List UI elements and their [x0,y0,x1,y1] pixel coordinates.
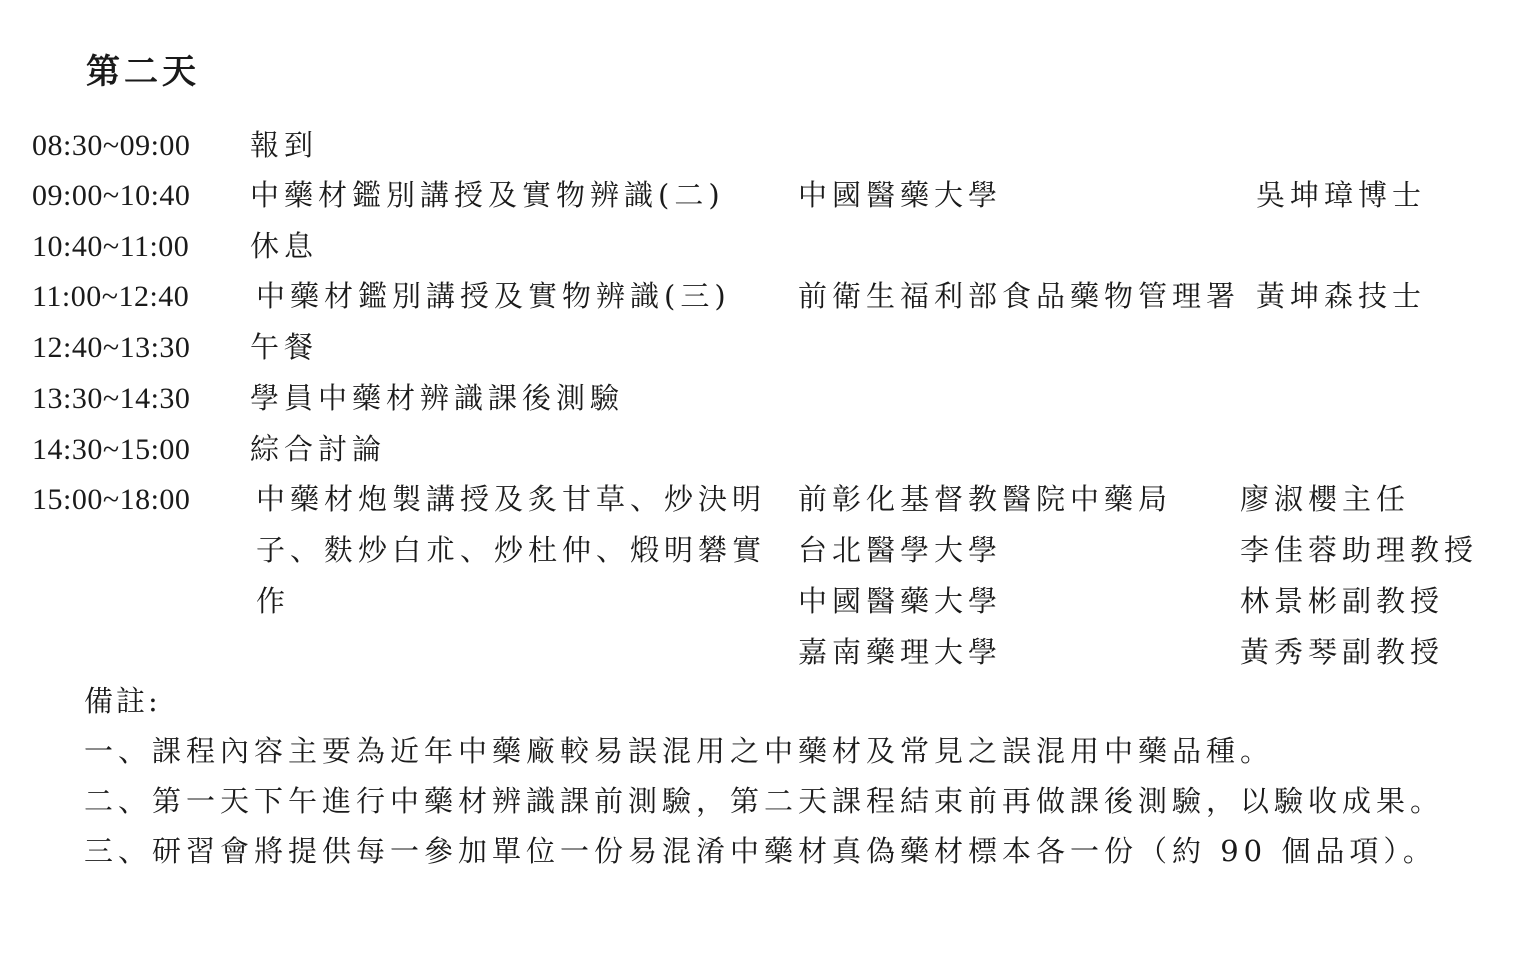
row-speaker: 吳坤璋博士 [1256,178,1427,212]
row-item: 休息 [250,229,319,263]
notes-section [84,676,1444,876]
row-time: 08:30~09:00 [32,129,191,162]
note-line: 二、第一天下午進行中藥材辨識課前測驗，第二天課程結束前再做課後測驗，以驗收成果。 [84,784,1445,818]
notes-heading: 備註: [84,684,161,718]
day-title: 第二天 [86,52,200,92]
note-line: 一、課程內容主要為近年中藥廠較易誤混用之中藥材及常見之誤混用中藥品種。 [84,734,1275,768]
row-item-line: 中藥材炮製講授及炙甘草、炒決明 [256,482,767,516]
row-organization: 台北醫學大學 [798,533,1003,567]
row-item-line: 子、麩炒白朮、炒杜仲、煅明礬實 [256,533,767,567]
row-item [256,474,766,627]
row-item-line: 作 [256,584,291,618]
row-organizations [798,474,1172,678]
row-speaker: 廖淑櫻主任 [1240,482,1411,516]
row-item: 午餐 [250,330,319,364]
row-item: 報到 [250,128,319,162]
row-item: 綜合討論 [250,432,387,466]
row-organization: 前衛生福利部食品藥物管理署 [798,279,1241,313]
row-time: 12:40~13:30 [32,331,191,364]
row-item: 學員中藥材辨識課後測驗 [250,381,625,415]
row-speaker: 李佳蓉助理教授 [1240,533,1479,567]
note-line: 三、研習會將提供每一參加單位一份易混淆中藥材真偽藥材標本各一份（約 90 個品項）。 [84,834,1437,868]
row-organization: 中國醫藥大學 [798,584,1003,618]
row-time: 15:00~18:00 [32,483,191,516]
row-organization: 中國醫藥大學 [798,178,1003,212]
row-item: 中藥材鑑別講授及實物辨識(三) [256,279,731,313]
row-organization: 嘉南藥理大學 [798,635,1003,669]
row-time: 09:00~10:40 [32,179,191,212]
row-item: 中藥材鑑別講授及實物辨識(二) [250,178,725,212]
row-speaker: 林景彬副教授 [1240,584,1445,618]
row-time: 13:30~14:30 [32,382,191,415]
row-time: 14:30~15:00 [32,433,191,466]
row-time: 11:00~12:40 [32,280,190,313]
row-speaker: 黃坤森技士 [1256,279,1427,313]
row-time: 10:40~11:00 [32,230,190,263]
row-speakers [1240,474,1478,678]
row-organization: 前彰化基督教醫院中藥局 [798,482,1173,516]
row-speaker: 黃秀琴副教授 [1240,635,1445,669]
